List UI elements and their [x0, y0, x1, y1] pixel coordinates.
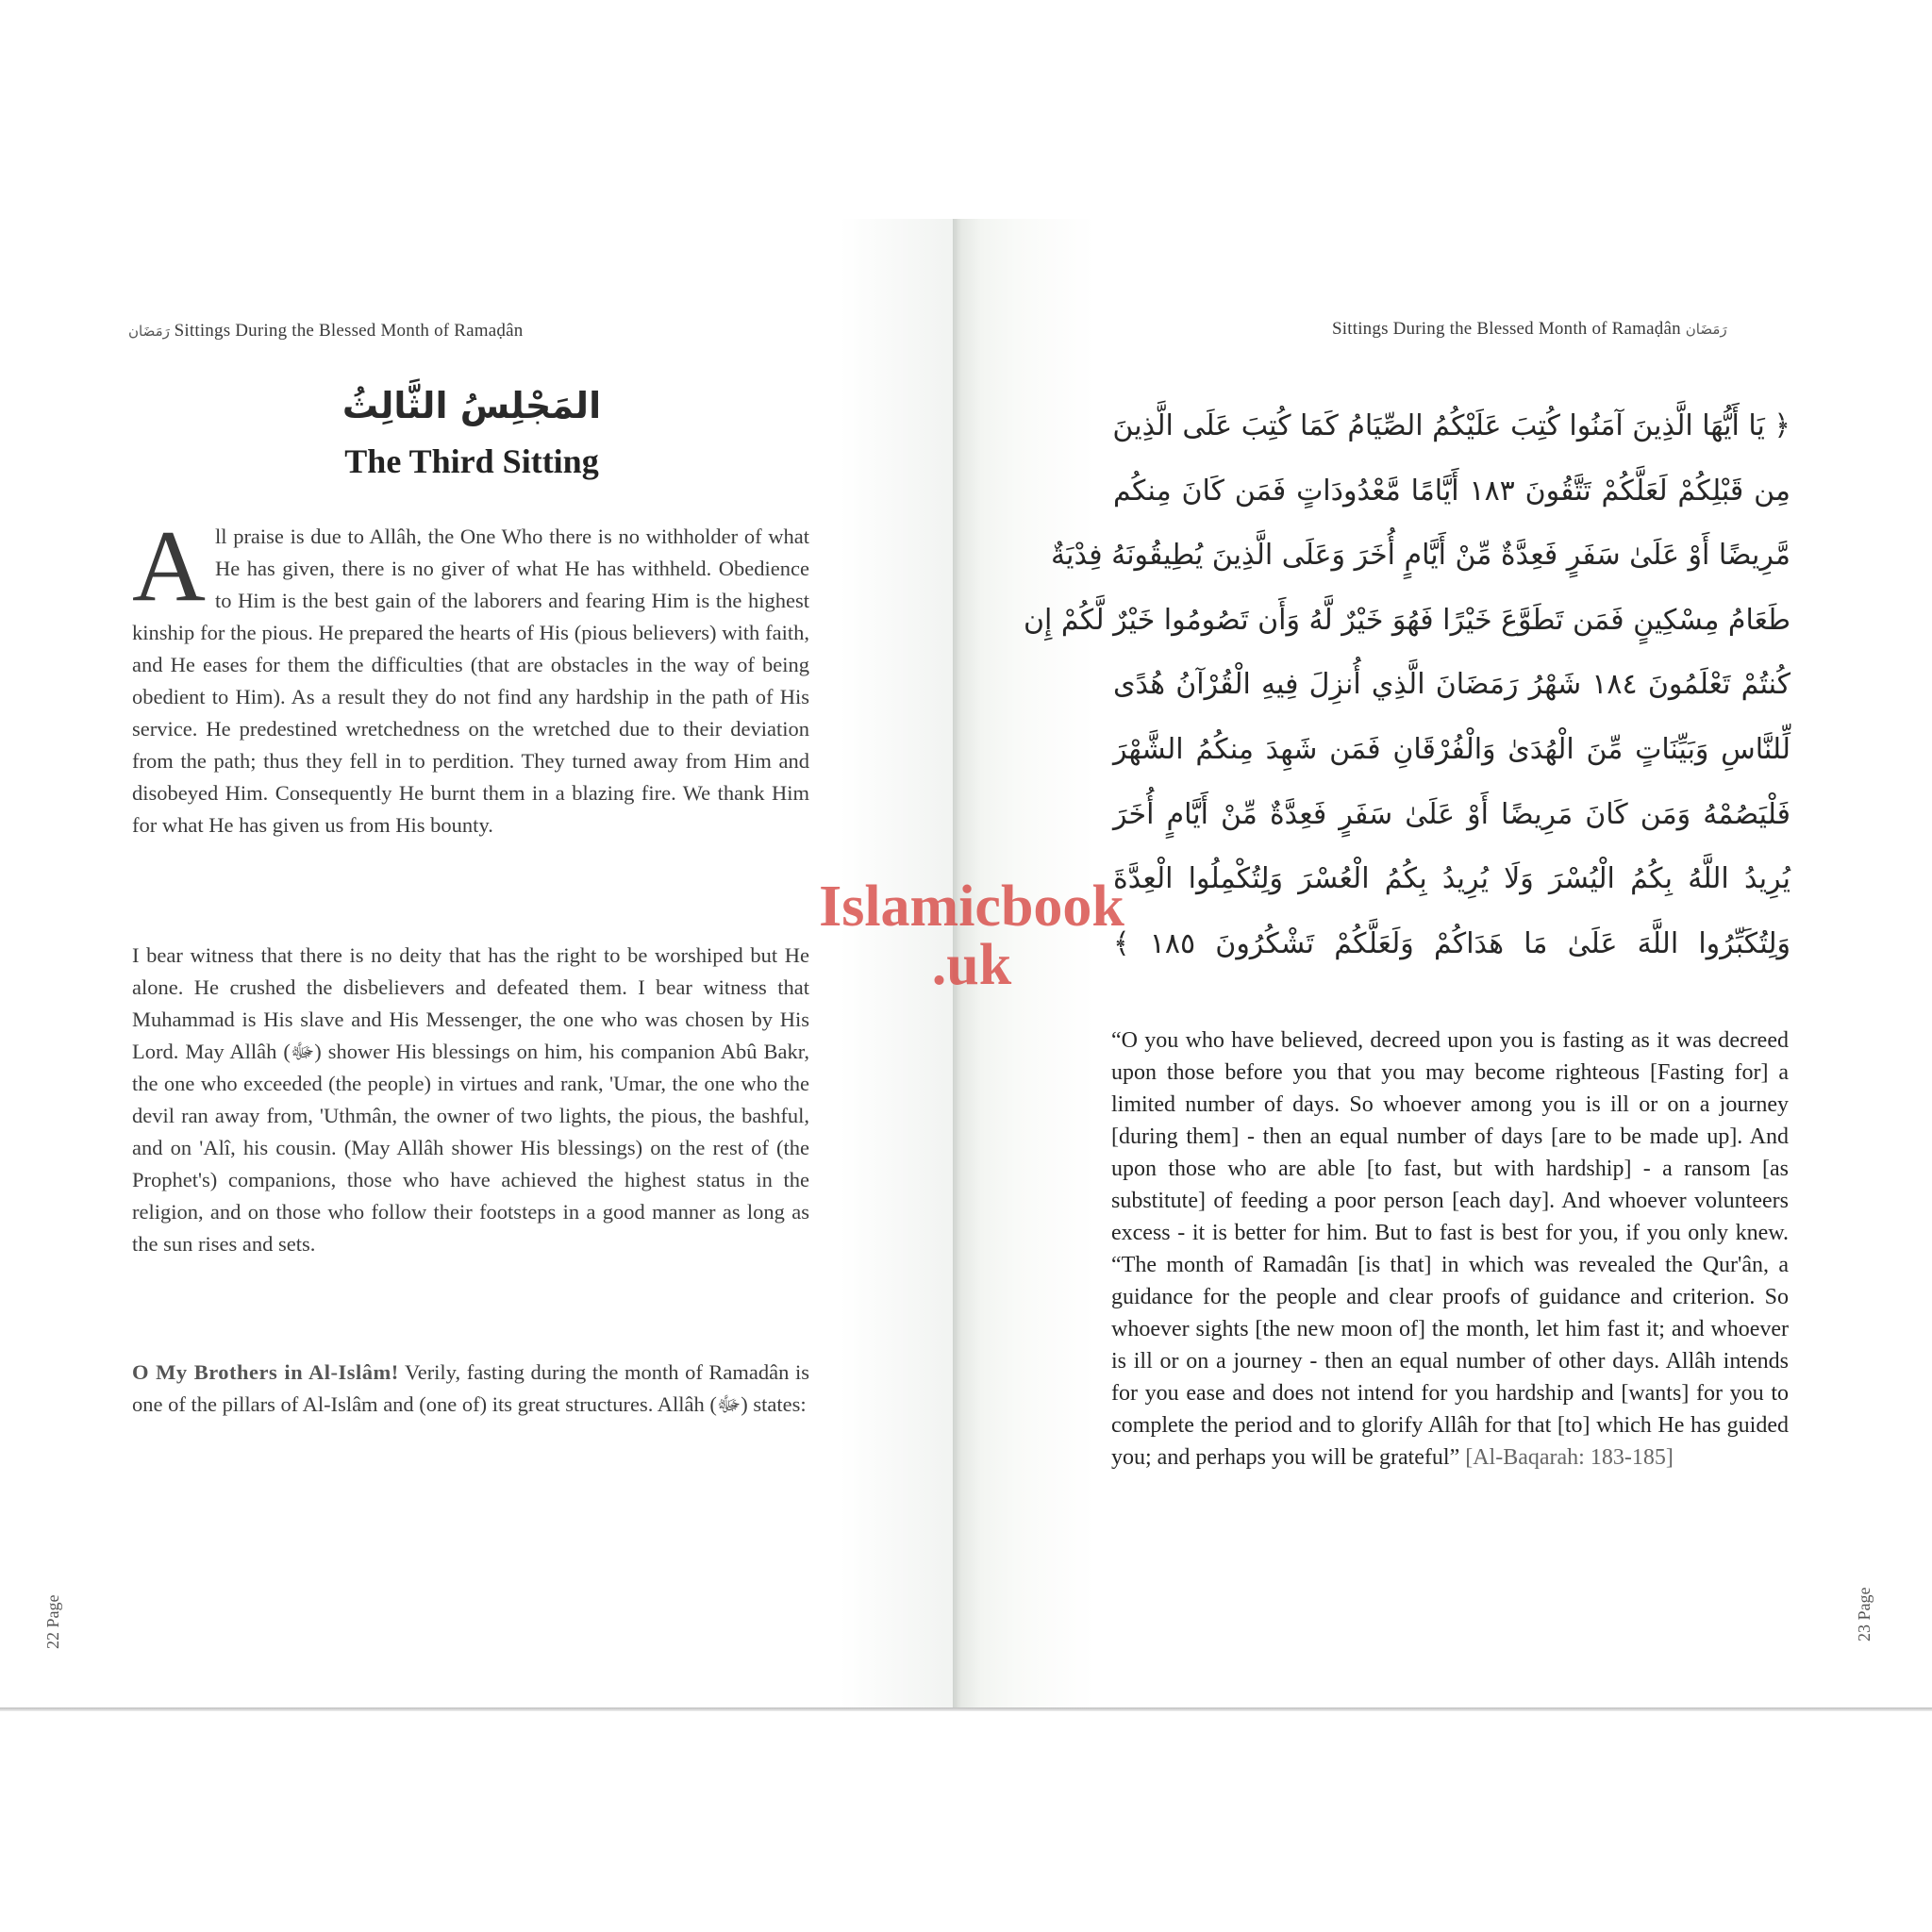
page-bottom-edge	[0, 1707, 1932, 1711]
running-head-arabic: رَمَضَان	[1685, 321, 1727, 338]
verse-reference: [Al-Baqarah: 183-185]	[1459, 1445, 1674, 1470]
running-head-title: Sittings During the Blessed Month of Ramaḍân	[174, 321, 524, 341]
right-running-head	[1332, 319, 1727, 340]
quran-line: مِن قَبْلِكُمْ لَعَلَّكُمْ تَتَّقُونَ ١٨٣ أَيَّامًا مَّعْدُودَاتٍ فَمَن كَانَ مِنكُم	[1113, 474, 1790, 508]
quran-verses	[1023, 394, 1790, 976]
left-page-number: 22 Page	[43, 1594, 62, 1649]
quran-line: فَلْيَصُمْهُ وَمَن كَانَ مَرِيضًا أَوْ عَلَىٰ سَفَرٍ فَعِدَّةٌ مِّنْ أَيَّامٍ أُخَرَ	[1113, 797, 1790, 831]
watermark-line-2: .uk	[931, 933, 1012, 997]
right-page-number: 23 Page	[1855, 1587, 1874, 1641]
opening-paragraph-text: ll praise is due to Allâh, the One Who there is no withholder of what He has given, there is no giver of what He has withheld. Obedience to Him is the best gain of the laborers and fearing Him is the highest kinship for the pious. He prepared the hearts of His (pious believers) with faith, and He eases for them the difficulties (that are obstacles in the way of being obedient to Him). As a result they do not find any hardship in the path of His service. He predestined wretchedness on the wretched due to their deviation from the path; thus they fell in to perdition. They turned away from Him and disobeyed Him. Consequently He burnt them in a blazing fire. We thank Him for what He has given us from His bounty.	[132, 525, 809, 837]
testimony-paragraph: I bear witness that there is no deity that has the right to be worshiped but He alone. He crushed the disbelievers and defeated them. I bear witness that Muhammad is His slave and His Messenger, the one who was chosen by His Lord. May Allâh (ﷻ) shower His blessings on him, his companion Abû Bakr, the one who exceeded (the people) in virtues and rank, 'Umar, the one who the devil ran away from, 'Uthmân, the owner of two lights, the pious, the bashful, and on 'Alî, his cousin. (May Allâh shower His blessings) on the rest of (the Prophet's) companions, those who have achieved the highest status in the religion, and on those who follow their footsteps in a good manner as long as the sun rises and sets.	[132, 943, 809, 1256]
translation-text: “O you who have believed, decreed upon you is fasting as it was decreed upon those before you that you may become righteous [Fasting for] a limited number of days. So whoever among you is ill or on a journey [during them] - then an equal number of days [are to be made up]. And upon those who are able [to fast, but with hardship] - a ransom [as substitute] of feeding a poor person [each day]. And whoever volunteers excess - it is better for him. But to fast is best for you, if you only knew. “The month of Ramadân [is that] in which was revealed the Qur'ân, a guidance for the people and clear proofs of guidance and criterion. So whoever sights [the new moon of] the month, let him fast it; and whoever is ill or on a journey - then an equal number of other days. Allâh intends for you ease and does not intend for you hardship and [wants] for you to complete the period and to glorify Allâh for that [to] which He has guided you; and perhaps you will be grateful”	[1111, 1028, 1789, 1470]
quran-line: يُرِيدُ اللَّهُ بِكُمُ الْيُسْرَ وَلَا يُرِيدُ بِكُمُ الْعُسْرَ وَلِتُكْمِلُوا الْعِدَّةَ	[1113, 862, 1790, 896]
quran-line: مَّرِيضًا أَوْ عَلَىٰ سَفَرٍ فَعِدَّةٌ مِّنْ أَيَّامٍ أُخَرَ وَعَلَى الَّذِينَ يُطِيقُونَهُ فِدْيَةٌ	[1051, 539, 1790, 573]
quran-line: ﴿ يَا أَيُّهَا الَّذِينَ آمَنُوا كُتِبَ عَلَيْكُمُ الصِّيَامُ كَمَا كُتِبَ عَلَى الَّذِينَ	[1112, 409, 1790, 442]
running-head-title: Sittings During the Blessed Month of Ramaḍân	[1332, 319, 1681, 339]
brothers-paragraph	[132, 1357, 809, 1421]
chapter-title: The Third Sitting	[344, 442, 599, 480]
quran-line: طَعَامُ مِسْكِينٍ فَمَن تَطَوَّعَ خَيْرًا فَهُوَ خَيْرٌ لَّهُ وَأَن تَصُومُوا خَيْرٌ لَّكُمْ إِن	[1023, 603, 1790, 637]
quran-line: وَلِتُكَبِّرُوا اللَّهَ عَلَىٰ مَا هَدَاكُمْ وَلَعَلَّكُمْ تَشْكُرُونَ ١٨٥ ﴾	[1113, 926, 1790, 960]
watermark	[792, 874, 1151, 997]
quran-line: لِّلنَّاسِ وَبَيِّنَاتٍ مِّنَ الْهُدَىٰ وَالْفُرْقَانِ فَمَن شَهِدَ مِنكُمُ الشَّهْرَ	[1113, 732, 1790, 766]
quran-line: كُنتُمْ تَعْلَمُونَ ١٨٤ شَهْرُ رَمَضَانَ الَّذِي أُنزِلَ فِيهِ الْقُرْآنُ هُدًى	[1113, 668, 1790, 702]
opening-paragraph	[132, 510, 809, 841]
verse-translation	[1111, 1024, 1789, 1474]
left-running-head	[128, 321, 523, 341]
brothers-paragraph-text: Verily, fasting during the month of Ramadân is one of the pillars of Al-Islâm and (one of) its great structures. Allâh (ﷻ) states:	[132, 1360, 810, 1416]
running-head-arabic: رَمَضَان	[128, 323, 170, 340]
chapter-title-arabic: المَجْلِسُ الثَّالِثُ	[341, 385, 602, 426]
watermark-line-1: Islamicbook	[819, 874, 1124, 939]
drop-cap: A	[132, 510, 206, 623]
brothers-heading: O My Brothers in Al-Islâm!	[132, 1360, 399, 1384]
